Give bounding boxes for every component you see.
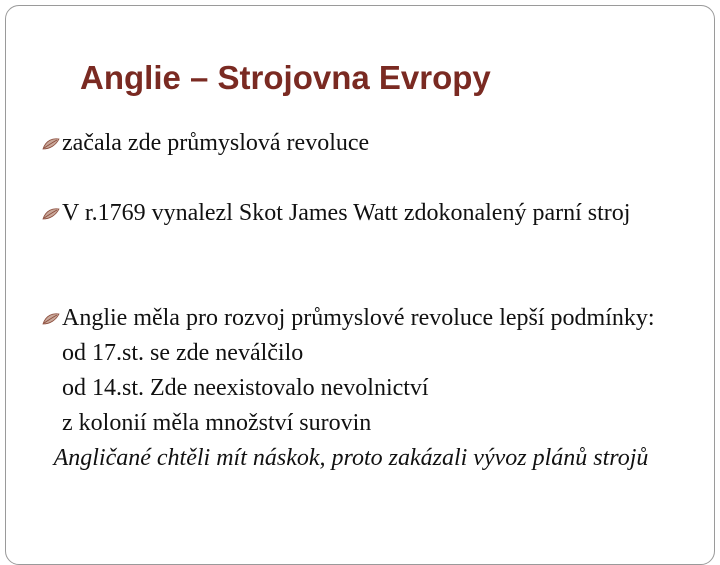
- bullet-3-text: Anglie měla pro rozvoj průmyslové revoluce lepší podmínky:: [62, 305, 655, 331]
- bullet-1: [40, 126, 662, 161]
- leaf-bullet-icon: [42, 137, 60, 151]
- leaf-bullet-icon: [42, 312, 60, 326]
- slide-title: Anglie – Strojovna Evropy: [80, 59, 491, 96]
- italic-note: Angličané chtěli mít náskok, proto zakázali vývoz plánů strojů: [53, 445, 649, 471]
- sub-line-3: z kolonií měla množství surovin: [62, 410, 372, 436]
- bullet-1-text: začala zde průmyslová revoluce: [62, 130, 370, 156]
- sub-line-1: od 17.st. se zde neválčilo: [62, 340, 304, 366]
- bullet-2: [40, 196, 662, 231]
- bullet-3: [40, 301, 662, 476]
- bullet-2-text: V r.1769 vynalezl Skot James Watt zdokonalený parní stroj: [62, 200, 631, 226]
- sub-list: [40, 336, 662, 441]
- sub-line-2: od 14.st. Zde neexistovalo nevolnictví: [62, 375, 429, 401]
- leaf-bullet-icon: [42, 207, 60, 221]
